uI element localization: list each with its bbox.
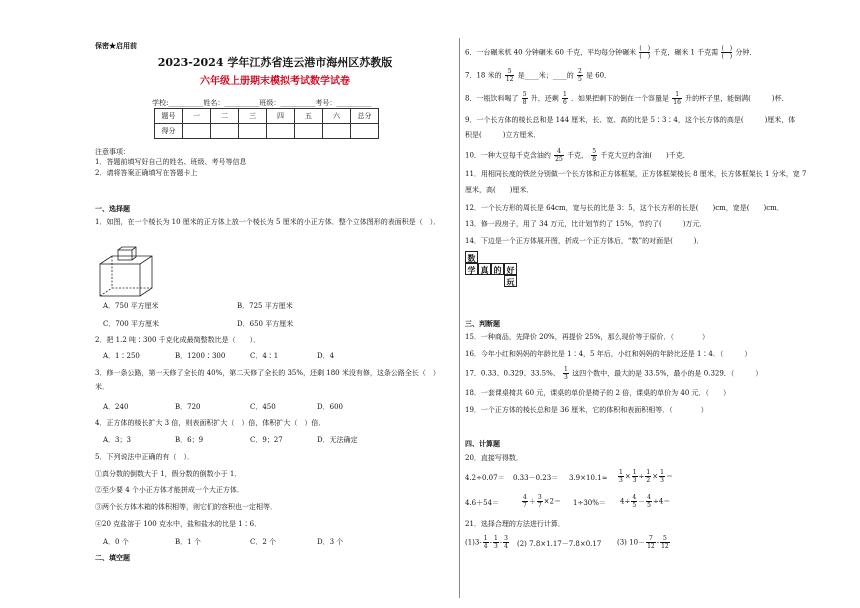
question-13: 13．修一段房子，用了 34 万元，比计划节约了 15%，节约了( )万元． [465, 220, 707, 228]
q6-blank-fraction[interactable]: ( ) ( ) [639, 45, 651, 60]
net-cell: 的 [491, 263, 504, 275]
question-20: 20．直接写得数． [465, 454, 523, 462]
question-12: 12．一个长方形的周长是 64cm，宽与长的比是 3：5，这个长方形的长是( )cm，宽是( )cm． [465, 204, 784, 212]
section-heading-calc: 四、计算题 [465, 439, 500, 448]
question-1: 1．如图，在一个棱长为 10 厘米的正方体上放一个棱长为 5 厘米的小正方体．整个立体图形的表面积是（ ）． [95, 218, 441, 226]
q8-fraction-1: $\frac{5}{8}$ [522, 91, 527, 106]
q21-part-3: (3) 10－ $\frac{7}{12}$ - $\frac{5}{12}$ [617, 535, 669, 550]
calc-item: 4.6＋54＝ [465, 499, 500, 507]
column-divider [459, 38, 460, 598]
right-column [465, 0, 835, 608]
q8-text-d: 升的杯子里，能倒满( )杯． [685, 94, 789, 103]
q17-text-a: 17．0.33、0.329、33.5%、 [465, 369, 560, 378]
student-info-line: 学校:__________姓名：__________班级：__________考号：__________ [152, 99, 372, 107]
score-header-cell: 六 [323, 109, 351, 124]
score-header-cell: 一 [183, 109, 211, 124]
net-cell: 学 [465, 263, 478, 275]
score-cell[interactable] [323, 124, 351, 139]
calc-item: 0.33－0.23＝ [513, 474, 559, 482]
q6-text-b: 千克，碾米 1 千克需 [653, 48, 719, 57]
q1-option-a[interactable]: A．750 平方厘米 [103, 302, 159, 310]
q8-fraction-2: $\frac{1}{6}$ [563, 91, 567, 106]
score-header-cell: 二 [211, 109, 239, 124]
q10-text-c: 千克大豆约含油( )千克． [600, 151, 690, 160]
section-heading-fill: 二、填空题 [95, 553, 130, 562]
exam-subtitle: 六年级上册期末模拟考试数学试卷 [200, 76, 350, 87]
note-item: 1．答题前填写好自己的姓名、班级、考号等信息 [95, 158, 247, 166]
q4-option-d[interactable]: D．无法确定 [317, 436, 358, 444]
q8-fraction-3: $\frac{1}{16}$ [673, 91, 681, 106]
section-heading-judge: 三、判断题 [465, 319, 500, 328]
q10-fraction-2: $\frac{5}{8}$ [592, 148, 597, 163]
q10-text-a: 10．一种大豆每千克含油约 [465, 151, 551, 160]
q2-option-c[interactable]: C．4∶1 [250, 352, 279, 360]
q6-text-a: 6．一台碾米机 40 分钟碾米 60 千克，平均每分钟碾米 [465, 48, 637, 57]
left-column [95, 0, 455, 608]
score-table [154, 108, 379, 139]
q5-option-a[interactable]: A．0 个 [103, 538, 129, 546]
q2-option-a[interactable]: A．1∶250 [103, 352, 140, 360]
question-6 [465, 45, 756, 60]
question-14: 14．下边是一个正方体展开图，折成一个正方体后，“数”的对面是( )． [465, 237, 704, 245]
calc-item: 1÷30%＝ [573, 499, 606, 507]
question-21: 21．选择合理的方法进行计算． [465, 520, 565, 528]
score-header-cell: 五 [295, 109, 323, 124]
score-cell[interactable] [183, 124, 211, 139]
net-cell: 玩 [504, 275, 517, 287]
question-17 [465, 366, 762, 381]
cube-figure-icon [98, 246, 162, 298]
score-cell[interactable] [295, 124, 323, 139]
calc-item: 3.9×10.1≈ [569, 474, 608, 482]
question-19: 19．一个正方体的棱长总和是 36 厘米，它的体积和表面积相等．（ ） [465, 406, 708, 414]
q3-option-d[interactable]: D．600 [317, 403, 343, 411]
question-15: 15．一种商品，先降价 20%，再提价 25%，那么现价等于原价．（ ） [465, 333, 709, 341]
score-header-cell: 总分 [351, 109, 379, 124]
net-cell: 好 [504, 263, 517, 275]
q3-option-a[interactable]: A．240 [103, 403, 129, 411]
question-9: 9．一个长方体的棱长总和是 144 厘米，长、宽、高的比是 5∶3∶4，这个长方体的高是( )厘米，体 [465, 116, 796, 124]
note-item: 2．请将答案正确填写在答题卡上 [95, 169, 198, 177]
score-header-cell: 四 [267, 109, 295, 124]
question-5: 5．下列说法中正确的有（ ）． [95, 453, 194, 461]
q5-statement-4: ④20 克盐溶于 100 克水中，盐和盐水的比是 1∶6． [95, 520, 262, 528]
q8-text-c: ．如果把剩下的倒在一个容量是 [571, 94, 670, 103]
question-9-cont: 积是( )立方厘米． [465, 131, 541, 139]
score-cell[interactable] [211, 124, 239, 139]
q4-option-a[interactable]: A．3；3 [103, 436, 131, 444]
score-header-cell: 三 [239, 109, 267, 124]
q3-option-c[interactable]: C．450 [250, 403, 276, 411]
question-4: 4．正方体的棱长扩大 3 倍，则表面积扩大（ ）倍，体积扩大（ ）倍． [95, 419, 326, 427]
q4-option-b[interactable]: B．6；9 [175, 436, 204, 444]
section-heading-choice: 一、选择题 [95, 204, 130, 213]
q7-text-b: 是____米；____的 [517, 71, 574, 80]
question-18: 18．一套课桌椅共 60 元，课桌的单价是椅子的 2 倍，课桌的单价为 40 元．（ ） [465, 389, 731, 397]
score-cell[interactable] [239, 124, 267, 139]
calc-item-fraction-expr: 4÷ $\frac{4}{5}$ － $\frac{4}{5}$ ÷4＝ [620, 494, 671, 509]
q7-fraction-2: $\frac{2}{5}$ [577, 68, 582, 83]
q7-text-c: 是 60． [586, 71, 612, 80]
q3-option-b[interactable]: B．720 [175, 403, 201, 411]
q2-option-d[interactable]: D．4 [317, 352, 335, 360]
question-11: 11．用相同长度的铁丝分别做一个长方体和正方体框架，正方体框架棱长 8 厘米，长方体框架长 1 分米，宽 7 [465, 170, 807, 178]
q8-text-b: 升，还剩 [530, 94, 559, 103]
calc-item-fraction-expr: $\frac{1}{3}$ × $\frac{1}{3}$ ÷ $\frac{1}{2}$ × $\frac{1}{3}$ ＝ [619, 469, 673, 484]
q8-text-a: 8．一瓶饮料喝了 [465, 94, 519, 103]
question-3: 3．修一条公路，第一天修了全长的 40%，第二天修了全长的 35%，还剩 180 米没有修，这条公路全长（ ） [95, 369, 440, 377]
q6-text-c: 分钟． [735, 48, 757, 57]
calc-item-fraction-expr: $\frac{4}{7}$ ＋ $\frac{3}{7}$ ×2＝ [523, 494, 561, 509]
q5-statement-2: ②至少要 4 个小正方体才能拼成一个大正方体． [95, 486, 244, 494]
notes-heading: 注意事项： [95, 148, 130, 156]
q1-option-c[interactable]: C．700 平方厘米 [103, 320, 159, 328]
score-table-header-row [155, 109, 379, 124]
q5-statement-1: ①真分数的倒数大于 1，假分数的倒数小于 1． [95, 470, 242, 478]
question-8 [465, 91, 789, 106]
q5-option-b[interactable]: B．1 个 [175, 538, 201, 546]
q21-part-2: (2) 7.8×1.17－7.8×0.17 [517, 540, 602, 548]
exam-title: 2023-2024 学年江苏省连云港市海州区苏教版 [157, 56, 393, 69]
q7-text-a: 7．18 米的 [465, 71, 502, 80]
question-3-cont: 米． [95, 383, 109, 391]
question-16: 16．今年小红和妈妈的年龄比是 1∶4，5 年后，小红和妈妈的年龄比还是 1∶4．（ ） [465, 350, 752, 358]
score-row-label: 得分 [155, 124, 183, 139]
secret-label: 保密★启用前 [95, 41, 137, 50]
score-cell[interactable] [351, 124, 379, 139]
q17-fraction: $\frac{1}{3}$ [564, 366, 568, 381]
q1-option-d[interactable]: D．650 平方厘米 [237, 320, 294, 328]
net-cell: 数 [465, 251, 478, 263]
q2-option-b[interactable]: B．1200∶300 [175, 352, 226, 360]
q6-blank-fraction-2[interactable]: ( ) ( ) [721, 45, 733, 60]
q17-text-b: 这四个数中，最大的是 33.5%，最小的是 0.329．（ ） [572, 369, 763, 378]
net-cell: 真 [478, 263, 491, 275]
calc-item: 4.2÷0.07＝ [465, 474, 505, 482]
q21-part-1: (1)3- $\frac{1}{4}$ - $\frac{1}{3}$ - $\frac{3}{4}$ [465, 535, 508, 550]
question-7 [465, 68, 611, 83]
q5-option-c[interactable]: C．2 个 [250, 538, 277, 546]
q5-option-d[interactable]: D．3 个 [317, 538, 344, 546]
q1-option-b[interactable]: B．725 平方厘米 [237, 302, 293, 310]
q10-text-b: 千克， [567, 151, 589, 160]
q7-fraction-1: $\frac{5}{12}$ [505, 68, 514, 83]
question-11-cont: 厘米，高( )厘米． [465, 186, 534, 194]
q4-option-c[interactable]: C．9；27 [250, 436, 283, 444]
score-header-cell: 题号 [155, 109, 183, 124]
question-2: 2．把 1.2 吨∶300 千克化成最简整数比是（ ）． [95, 336, 261, 344]
score-table-score-row [155, 124, 379, 139]
q10-fraction-1: $\frac{4}{25}$ [555, 148, 563, 163]
score-cell[interactable] [267, 124, 295, 139]
q5-statement-3: ③两个长方体木箱的体积相等，则它们的容积也一定相等． [95, 503, 277, 511]
question-10 [465, 148, 690, 163]
